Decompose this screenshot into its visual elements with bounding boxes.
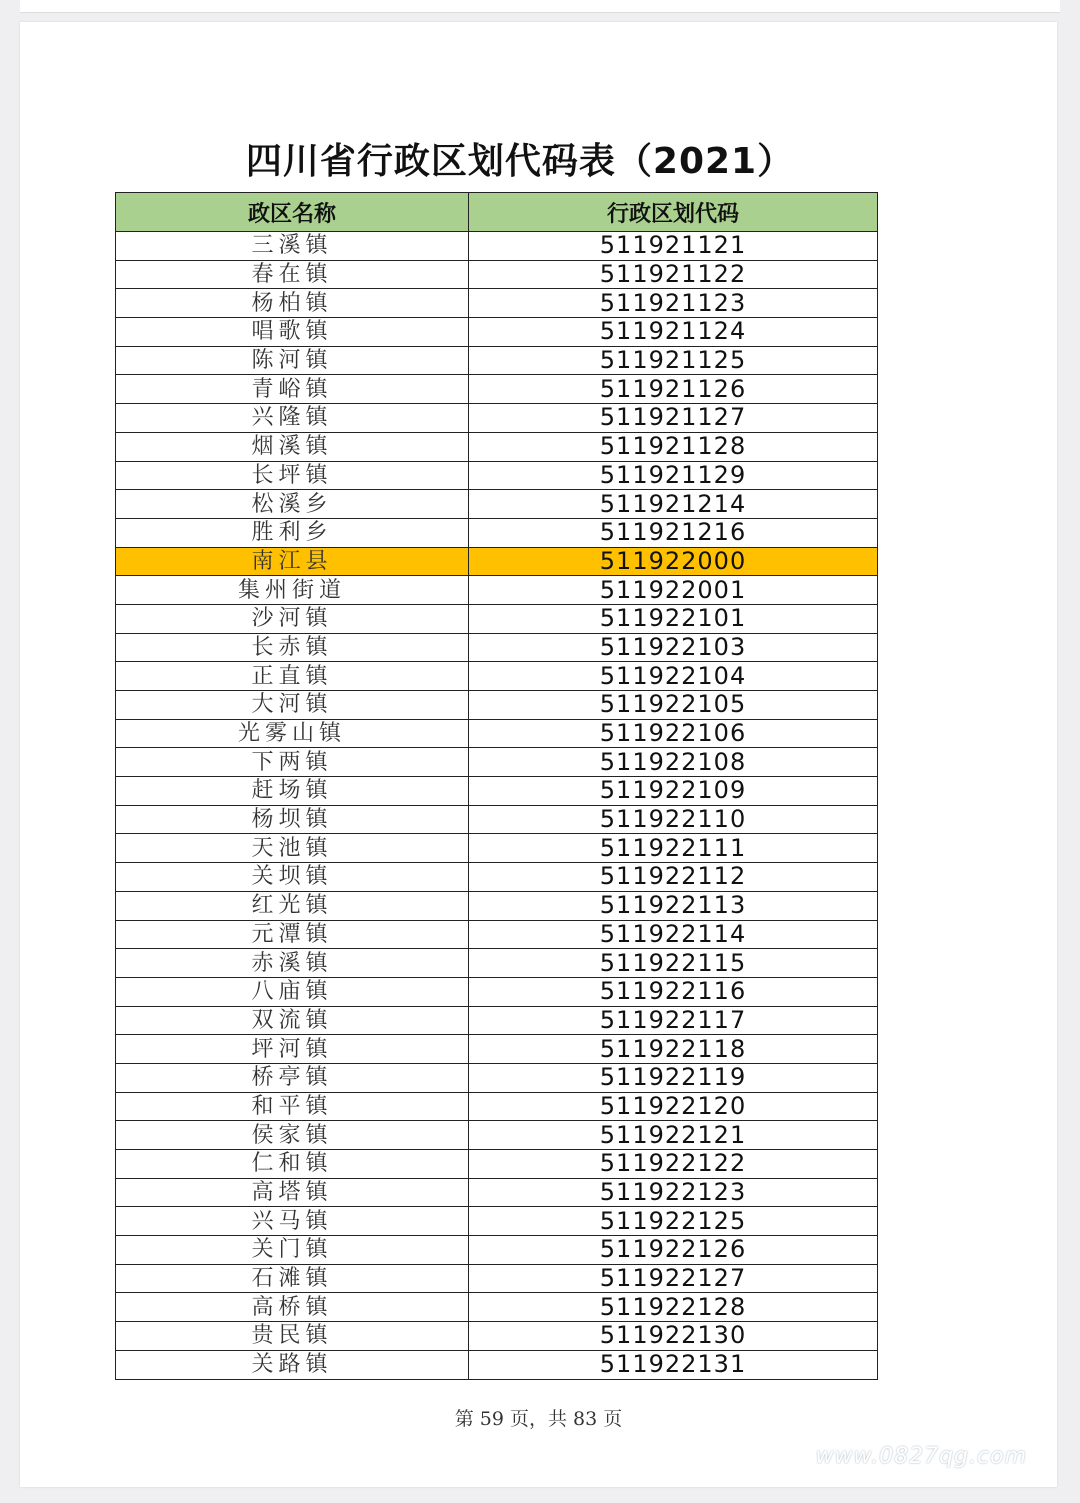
table-row	[116, 1063, 878, 1092]
column-header-name: 政区名称	[116, 193, 469, 232]
division-name-cell: 长赤镇	[116, 633, 469, 662]
division-code-cell: 511922108	[469, 748, 878, 777]
table-row	[116, 1207, 878, 1236]
division-code-cell: 511922114	[469, 920, 878, 949]
table-row	[116, 461, 878, 490]
table-row	[116, 518, 878, 547]
table-row	[116, 805, 878, 834]
division-code-cell: 511922115	[469, 949, 878, 978]
division-code-cell: 511922103	[469, 633, 878, 662]
division-name-cell: 集州街道	[116, 576, 469, 605]
division-name-cell: 赤溪镇	[116, 949, 469, 978]
division-name-cell: 长坪镇	[116, 461, 469, 490]
division-name-cell: 石滩镇	[116, 1264, 469, 1293]
division-code-cell: 511921125	[469, 346, 878, 375]
division-code-cell: 511922122	[469, 1150, 878, 1179]
table-row	[116, 949, 878, 978]
table-row	[116, 576, 878, 605]
division-code-cell: 511922130	[469, 1322, 878, 1351]
division-code-cell: 511921128	[469, 432, 878, 461]
table-row	[116, 432, 878, 461]
division-name-cell: 陈河镇	[116, 346, 469, 375]
table-row	[116, 232, 878, 261]
table-row	[116, 318, 878, 347]
division-code-cell: 511922128	[469, 1293, 878, 1322]
table-row	[116, 604, 878, 633]
table-row	[116, 691, 878, 720]
table-row	[116, 1293, 878, 1322]
division-code-cell: 511922120	[469, 1092, 878, 1121]
division-name-cell: 天池镇	[116, 834, 469, 863]
division-name-cell: 仁和镇	[116, 1150, 469, 1179]
division-name-cell: 下两镇	[116, 748, 469, 777]
division-code-cell: 511922104	[469, 662, 878, 691]
division-code-cell: 511922101	[469, 604, 878, 633]
division-name-cell: 坪河镇	[116, 1035, 469, 1064]
table-row	[116, 1035, 878, 1064]
table-row	[116, 834, 878, 863]
table-row	[116, 346, 878, 375]
table-row	[116, 1150, 878, 1179]
division-code-cell: 511922111	[469, 834, 878, 863]
table-row	[116, 1006, 878, 1035]
division-name-cell: 桥亭镇	[116, 1063, 469, 1092]
table-row	[116, 1264, 878, 1293]
table-body	[116, 232, 878, 1380]
division-name-cell: 关坝镇	[116, 863, 469, 892]
table-row	[116, 375, 878, 404]
division-code-cell: 511922125	[469, 1207, 878, 1236]
division-name-cell: 烟溪镇	[116, 432, 469, 461]
previous-page-edge	[20, 0, 1060, 13]
division-name-cell: 三溪镇	[116, 232, 469, 261]
division-code-cell: 511921127	[469, 404, 878, 433]
division-code-cell: 511922127	[469, 1264, 878, 1293]
division-code-cell: 511921124	[469, 318, 878, 347]
division-name-cell: 关门镇	[116, 1236, 469, 1265]
division-code-cell: 511922113	[469, 891, 878, 920]
column-header-code: 行政区划代码	[469, 193, 878, 232]
division-code-cell: 511922001	[469, 576, 878, 605]
division-name-cell: 唱歌镇	[116, 318, 469, 347]
division-name-cell: 南江县	[116, 547, 469, 576]
document-page	[20, 22, 1057, 1487]
table-row	[116, 490, 878, 519]
table-row	[116, 662, 878, 691]
division-code-cell: 511921129	[469, 461, 878, 490]
division-code-cell: 511922109	[469, 777, 878, 806]
table-row	[116, 863, 878, 892]
table-row	[116, 1178, 878, 1207]
division-name-cell: 松溪乡	[116, 490, 469, 519]
table-row	[116, 977, 878, 1006]
table-header-row	[116, 193, 878, 232]
division-code-cell: 511921216	[469, 518, 878, 547]
division-name-cell: 兴隆镇	[116, 404, 469, 433]
page-title: 四川省行政区划代码表（2021）	[245, 141, 795, 182]
division-name-cell: 杨坝镇	[116, 805, 469, 834]
division-name-cell: 关路镇	[116, 1350, 469, 1379]
table-row	[116, 260, 878, 289]
division-name-cell: 贵民镇	[116, 1322, 469, 1351]
division-name-cell: 沙河镇	[116, 604, 469, 633]
division-code-cell: 511922121	[469, 1121, 878, 1150]
table-row	[116, 777, 878, 806]
division-name-cell: 春在镇	[116, 260, 469, 289]
division-name-cell: 胜利乡	[116, 518, 469, 547]
division-code-cell: 511922116	[469, 977, 878, 1006]
division-code-cell: 511921126	[469, 375, 878, 404]
division-name-cell: 元潭镇	[116, 920, 469, 949]
division-code-cell: 511922000	[469, 547, 878, 576]
table-row	[116, 1092, 878, 1121]
table-row	[116, 1322, 878, 1351]
division-code-cell: 511922110	[469, 805, 878, 834]
division-code-cell: 511921214	[469, 490, 878, 519]
table-row	[116, 1121, 878, 1150]
division-code-cell: 511922123	[469, 1178, 878, 1207]
division-code-cell: 511922119	[469, 1063, 878, 1092]
division-name-cell: 红光镇	[116, 891, 469, 920]
division-name-cell: 双流镇	[116, 1006, 469, 1035]
division-code-cell: 511921121	[469, 232, 878, 261]
division-code-cell: 511921123	[469, 289, 878, 318]
division-code-cell: 511922106	[469, 719, 878, 748]
table-row	[116, 891, 878, 920]
division-name-cell: 赶场镇	[116, 777, 469, 806]
division-name-cell: 青峪镇	[116, 375, 469, 404]
division-code-cell: 511922112	[469, 863, 878, 892]
division-code-cell: 511922118	[469, 1035, 878, 1064]
division-name-cell: 大河镇	[116, 691, 469, 720]
table-row	[116, 1236, 878, 1265]
division-code-cell: 511922126	[469, 1236, 878, 1265]
site-watermark: www.0827qg.com	[815, 1444, 1027, 1469]
division-code-table	[115, 192, 878, 1380]
table-row-highlighted	[116, 547, 878, 576]
table-row	[116, 289, 878, 318]
table-row	[116, 633, 878, 662]
division-code-cell: 511922117	[469, 1006, 878, 1035]
page-number: 第 59 页，共 83 页	[454, 1408, 623, 1430]
division-name-cell: 高塔镇	[116, 1178, 469, 1207]
division-name-cell: 侯家镇	[116, 1121, 469, 1150]
table-row	[116, 719, 878, 748]
table-row	[116, 404, 878, 433]
division-name-cell: 和平镇	[116, 1092, 469, 1121]
table-row	[116, 1350, 878, 1379]
division-code-cell: 511921122	[469, 260, 878, 289]
division-name-cell: 光雾山镇	[116, 719, 469, 748]
division-name-cell: 兴马镇	[116, 1207, 469, 1236]
division-name-cell: 高桥镇	[116, 1293, 469, 1322]
table-row	[116, 748, 878, 777]
division-name-cell: 杨柏镇	[116, 289, 469, 318]
division-code-cell: 511922131	[469, 1350, 878, 1379]
division-code-cell: 511922105	[469, 691, 878, 720]
division-name-cell: 八庙镇	[116, 977, 469, 1006]
table-row	[116, 920, 878, 949]
division-name-cell: 正直镇	[116, 662, 469, 691]
